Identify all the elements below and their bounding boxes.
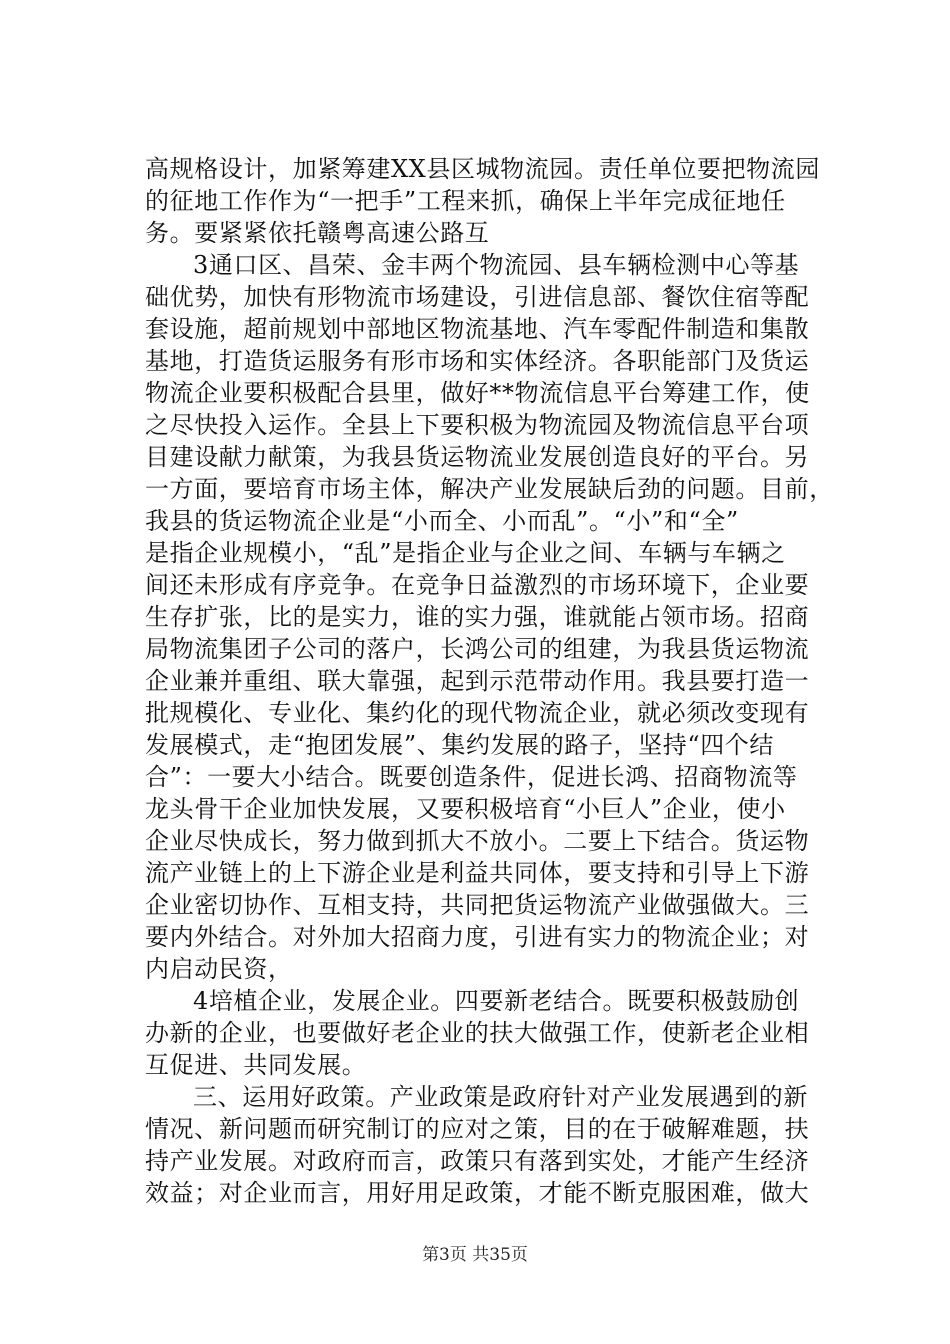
text-line: 局物流集团子公司的落户，长鸿公司的组建，为我县货运物流 — [145, 635, 810, 663]
text-line: 基地，打造货运服务有形市场和实体经济。各职能部门及货运 — [145, 347, 810, 375]
text-line: 务。要紧紧依托赣粤高速公路互 — [145, 219, 490, 247]
text-line: 企业尽快成长，努力做到抓大不放小。二要上下结合。货运物 — [145, 827, 810, 855]
text-line: 我县的货运物流企业是“小而全、小而乱”。“小”和“全” — [145, 507, 739, 535]
text-line: 企业兼并重组、联大靠强，起到示范带动作用。我县要打造一 — [145, 667, 810, 695]
text-line: 持产业发展。对政府而言，政策只有落到实处，才能产生经济 — [145, 1147, 810, 1175]
text-line: 是指企业规模小，“乱”是指企业与企业之间、车辆与车辆之 — [145, 539, 786, 567]
text-line: 间还未形成有序竞争。在竞争日益激烈的市场环境下，企业要 — [145, 571, 810, 599]
text-line: 高规格设计，加紧筹建XX县区城物流园。责任单位要把物流园 — [145, 155, 820, 183]
text-line: 一方面，要培育市场主体，解决产业发展缺后劲的问题。目前， — [145, 475, 834, 503]
text-line: 三、运用好政策。产业政策是政府针对产业发展遇到的新 — [193, 1083, 808, 1111]
text-line: 效益；对企业而言，用好用足政策，才能不断克服困难，做大 — [145, 1179, 810, 1207]
text-line: 要内外结合。对外加大招商力度，引进有实力的物流企业；对 — [145, 923, 810, 951]
page-footer: 第3页 共35页 — [422, 1245, 528, 1265]
text-line: 础优势，加快有形物流市场建设，引进信息部、餐饮住宿等配 — [145, 283, 810, 311]
text-line: 4培植企业，发展企业。四要新老结合。既要积极鼓励创 — [193, 987, 800, 1015]
text-line: 发展模式，走“抱团发展”、集约发展的路子，坚持“四个结 — [145, 731, 775, 759]
text-line: 的征地工作作为“一把手”工程来抓，确保上半年完成征地任 — [145, 187, 786, 215]
text-line: 情况、新问题而研究制订的应对之策，目的在于破解难题，扶 — [145, 1115, 810, 1143]
text-line: 物流企业要积极配合县里，做好**物流信息平台筹建工作，使 — [145, 379, 810, 407]
text-line: 内启动民资， — [145, 955, 293, 983]
text-line: 办新的企业，也要做好老企业的扶大做强工作，使新老企业相 — [145, 1019, 810, 1047]
text-line: 龙头骨干企业加快发展，又要积极培育“小巨人”企业，使小 — [145, 795, 786, 823]
text-line: 企业密切协作、互相支持，共同把货运物流产业做强做大。三 — [145, 891, 810, 919]
text-line: 流产业链上的上下游企业是利益共同体，要支持和引导上下游 — [145, 859, 810, 887]
text-line: 之尽快投入运作。全县上下要积极为物流园及物流信息平台项 — [145, 411, 810, 439]
text-line: 互促进、共同发展。 — [145, 1051, 367, 1079]
text-line: 合”：一要大小结合。既要创造条件，促进长鸿、招商物流等 — [145, 763, 798, 791]
text-line: 生存扩张，比的是实力，谁的实力强，谁就能占领市场。招商 — [145, 603, 810, 631]
text-line: 批规模化、专业化、集约化的现代物流企业，就必须改变现有 — [145, 699, 810, 727]
text-line: 套设施，超前规划中部地区物流基地、汽车零配件制造和集散 — [145, 315, 810, 343]
text-line: 3通口区、昌荣、金丰两个物流园、县车辆检测中心等基 — [193, 251, 800, 279]
text-line: 目建设献力献策，为我县货运物流业发展创造良好的平台。另 — [145, 443, 810, 471]
document-body — [145, 153, 835, 1209]
